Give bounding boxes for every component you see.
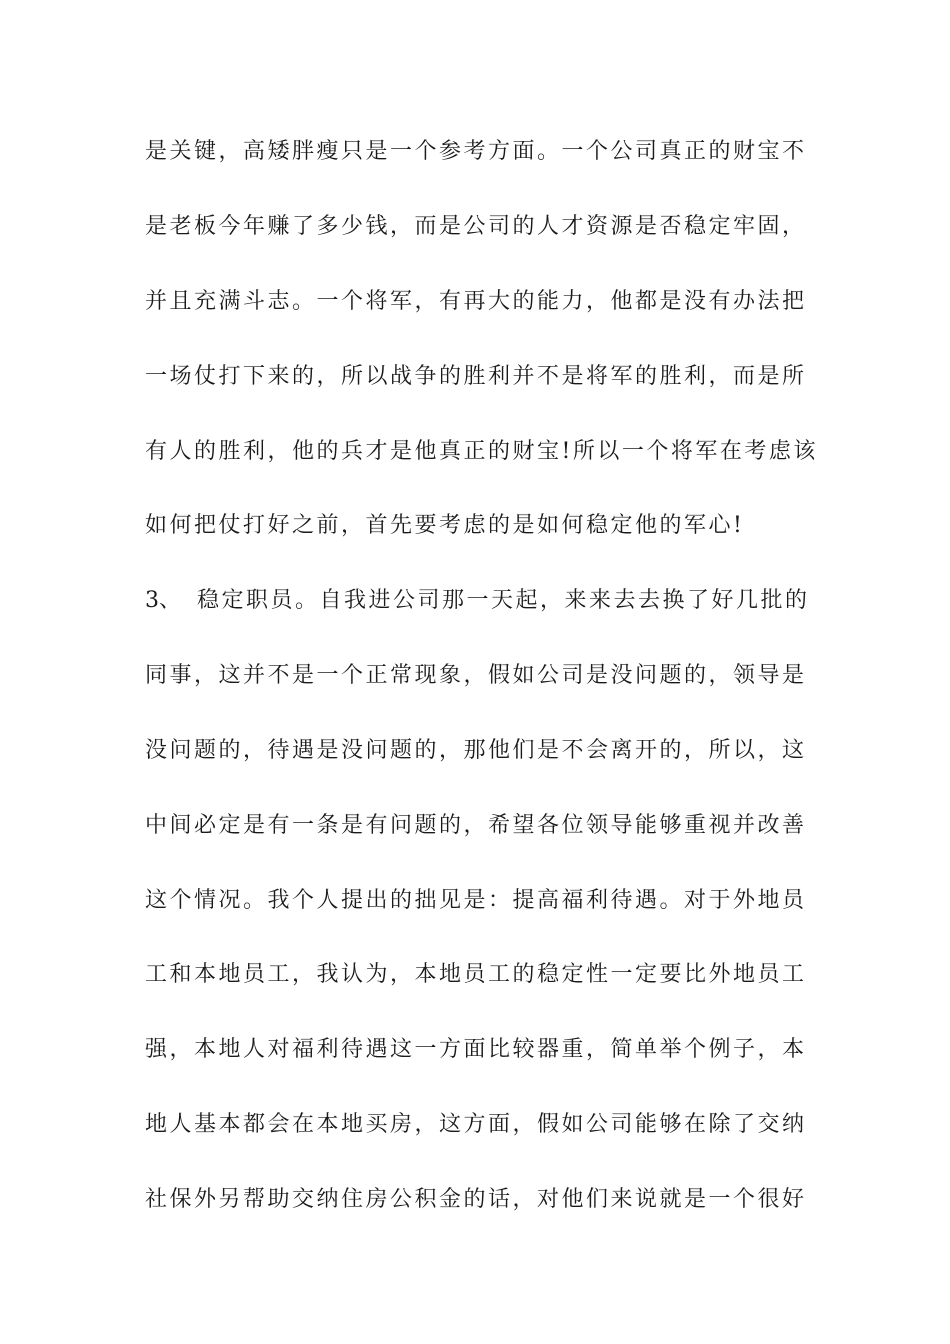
list-item-number: 3、 <box>145 588 181 613</box>
list-item-line <box>145 581 810 621</box>
text-line: 没问题的，待遇是没问题的，那他们是不会离开的，所以，这 <box>145 738 807 763</box>
list-item-text: 稳定职员。自我进公司那一天起，来来去去换了好几批的 <box>197 588 810 613</box>
text-line: 是老板今年赚了多少钱，而是公司的人才资源是否稳定牢固， <box>145 214 807 239</box>
text-line: 如何把仗打好之前，首先要考虑的是如何稳定他的军心! <box>145 513 745 538</box>
text-line: 这个情况。我个人提出的拙见是：提高福利待遇。对于外地员 <box>145 888 807 913</box>
text-line: 强，本地人对福利待遇这一方面比较器重，简单举个例子，本 <box>145 1037 807 1062</box>
text-line: 中间必定是有一条是有问题的，希望各位领导能够重视并改善 <box>145 813 807 838</box>
text-line: 社保外另帮助交纳住房公积金的话，对他们来说就是一个很好 <box>145 1187 807 1212</box>
text-line: 是关键，高矮胖瘦只是一个参考方面。一个公司真正的财宝不 <box>145 139 807 164</box>
text-line: 工和本地员工，我认为，本地员工的稳定性一定要比外地员工 <box>145 962 807 987</box>
text-line: 一场仗打下来的，所以战争的胜利并不是将军的胜利，而是所 <box>145 364 807 389</box>
text-line: 有人的胜利，他的兵才是他真正的财宝!所以一个将军在考虑该 <box>145 439 818 464</box>
text-line: 地人基本都会在本地买房，这方面，假如公司能够在除了交纳 <box>145 1112 807 1137</box>
text-line: 并且充满斗志。一个将军，有再大的能力，他都是没有办法把 <box>145 289 807 314</box>
text-line: 同事，这并不是一个正常现象，假如公司是没问题的，领导是 <box>145 663 807 688</box>
